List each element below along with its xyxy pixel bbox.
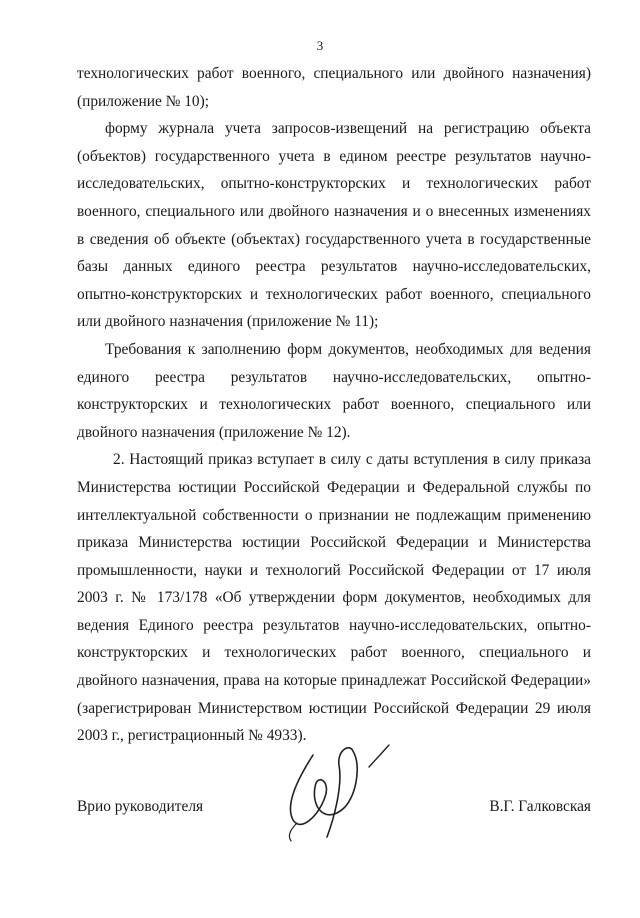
signatory-title: Врио руководителя <box>77 798 204 815</box>
signatory-name: В.Г. Галковская <box>489 798 591 815</box>
paragraph-appendix-12: Требования к заполнению форм документов, необходимых для ведения единого реестра результатов научно-исследовательских, опытно-конструкторских и технологических работ военного, специального или двойного назначения (приложение № 12). <box>77 340 591 441</box>
handwritten-signature <box>257 725 447 855</box>
paragraph-appendix-11: форму журнала учета запросов-извещений на регистрацию объекта (объектов) государственного учета в едином реестре результатов научно-исследовательских, опытно-конструкторских и технологических работ военного, специального или двойного назначения и о внесенных изменениях в сведения об объекте (объектах) государственного учета в государственные базы данных единого реестра результатов научно-исследовательских, опытно-конструкторских и технологических работ военного, специального или двойного назначения (приложение № 11); <box>77 120 591 331</box>
page-number: 3 <box>316 38 324 53</box>
signature-block <box>77 775 591 865</box>
paragraph-appendix-10: технологических работ военного, специального или двойного назначения) (приложение № 10); <box>77 65 591 110</box>
paragraph-effective-date: 2. Настоящий приказ вступает в силу с даты вступления в силу приказа Министерства юстиции Российской Федерации и Федеральной службы по интеллектуальной собственности о признании не подлежащим применению приказа Министерства юстиции Российской Федерации и Министерства промышленности, науки и технологий Российской Федерации от 17 июля 2003 г. № 173/178 «Об утверждении форм документов, необходимых для ведения Единого реестра результатов научно-исследовательских, опытно-конструкторских и технологических работ военного, специального и двойного назначения, права на которые принадлежат Российской Федерации» (зарегистрирован Министерством юстиции Российской Федерации 29 июля 2003 г., регистрационный № 4933). <box>77 451 591 745</box>
document-body <box>77 60 591 750</box>
